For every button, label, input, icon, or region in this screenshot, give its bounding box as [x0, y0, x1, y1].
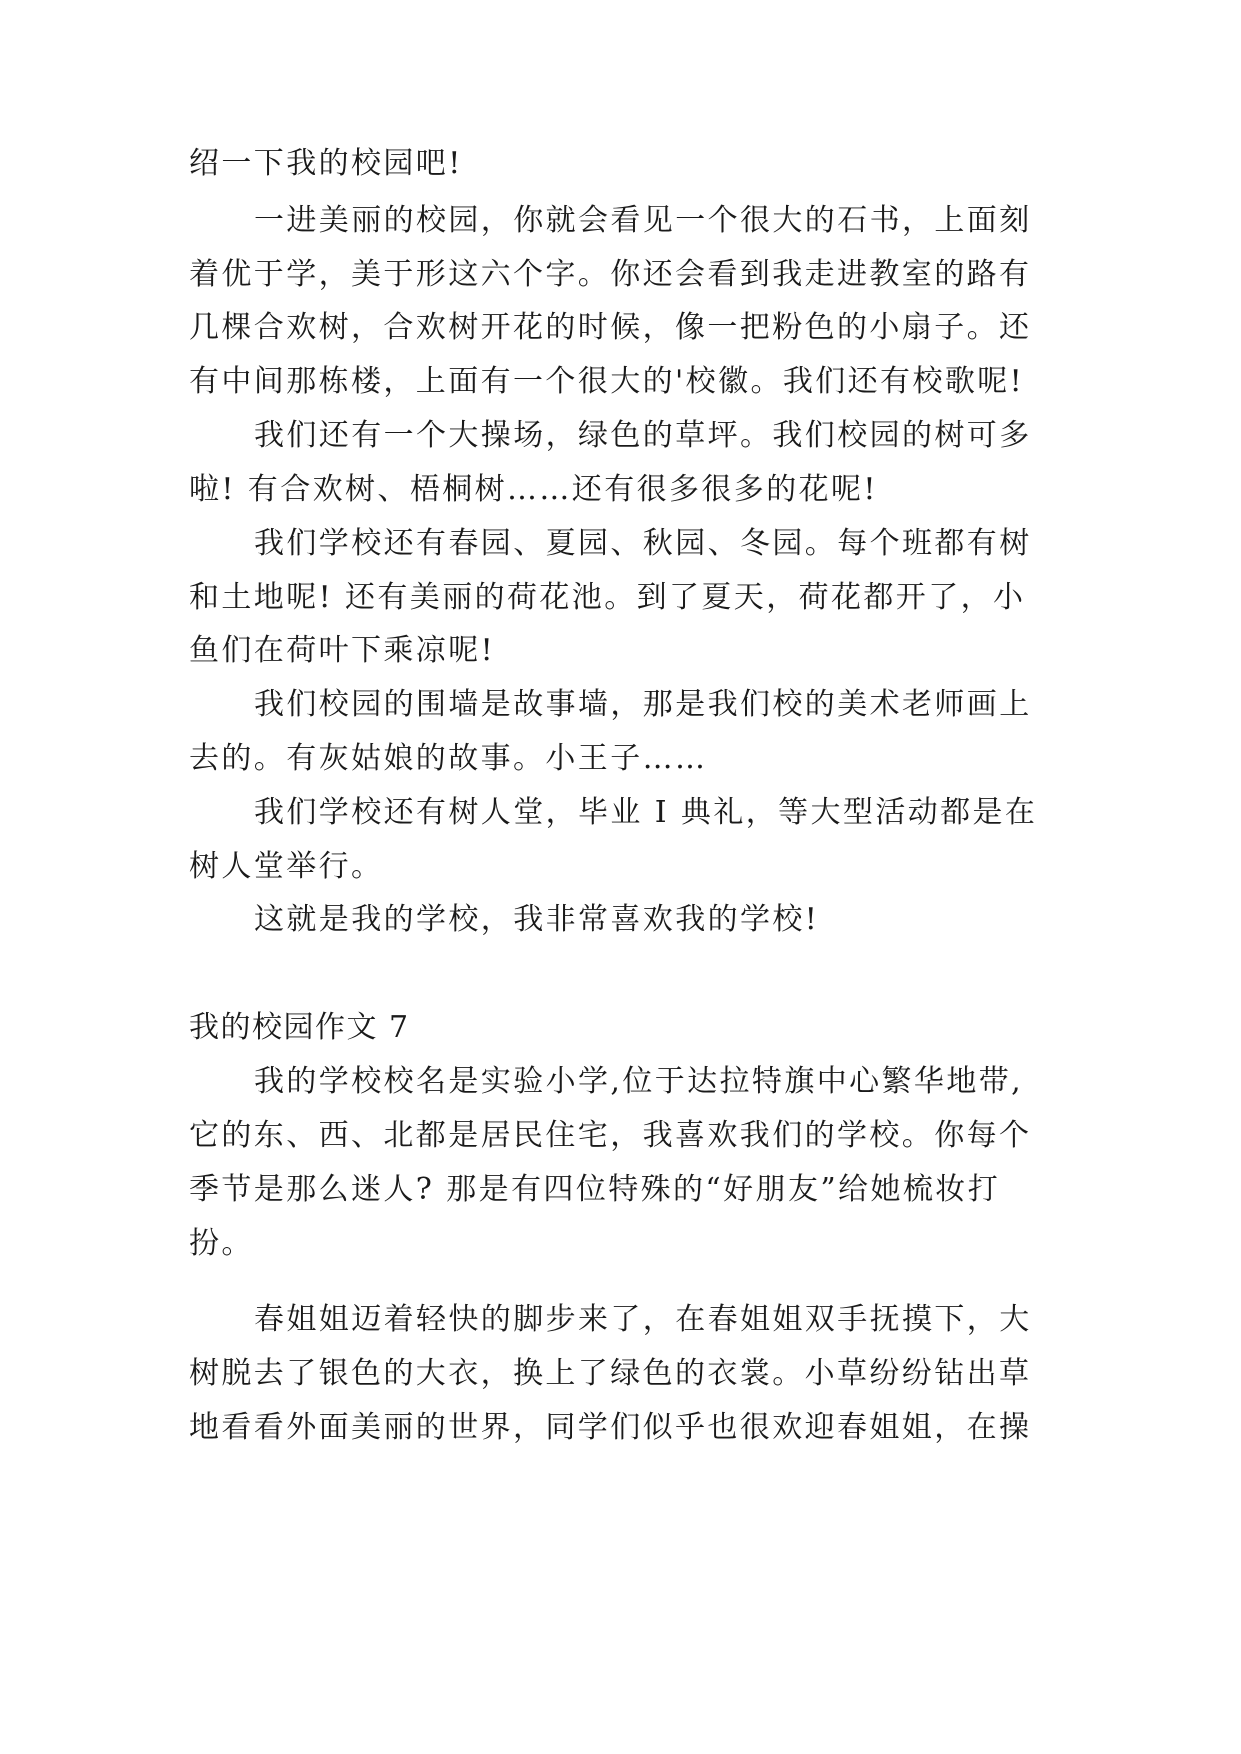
text-line: 扮。: [189, 1226, 254, 1261]
paragraph-start: 这就是我的学校，我非常喜欢我的学校!: [254, 902, 820, 937]
text-line: 去的。有灰姑娘的故事。小王子……: [189, 741, 708, 776]
text-line: 和土地呢! 还有美丽的荷花池。到了夏天，荷花都开了，小: [189, 580, 1026, 615]
text-line: 它的东、西、北都是居民住宅，我喜欢我们的学校。你每个: [189, 1118, 1032, 1153]
text-line: 有中间那栋楼，上面有一个很大的'校徽。我们还有校歌呢!: [189, 364, 1025, 399]
text-line: 季节是那么迷人? 那是有四位特殊的“好朋友”给她梳妆打: [189, 1172, 1001, 1207]
paragraph-start: 我们还有一个大操场，绿色的草坪。我们校园的树可多: [254, 418, 1032, 453]
paragraph-start: 一进美丽的校园，你就会看见一个很大的石书，上面刻: [254, 203, 1032, 238]
text-line: 绍一下我的校园吧!: [189, 146, 463, 181]
section-heading: 我的校园作文 7: [189, 1010, 410, 1045]
paragraph-start: 我的学校校名是实验小学,位于达拉特旗中心繁华地带,: [254, 1064, 1024, 1099]
paragraph-start: 春姐姐迈着轻快的脚步来了，在春姐姐双手抚摸下，大: [254, 1302, 1032, 1337]
text-line: 地看看外面美丽的世界，同学们似乎也很欢迎春姐姐，在操: [189, 1410, 1032, 1445]
text-line: 啦! 有合欢树、梧桐树……还有很多很多的花呢!: [189, 472, 878, 507]
text-line: 几棵合欢树，合欢树开花的时候，像一把粉色的小扇子。还: [189, 310, 1032, 345]
paragraph-start: 我们校园的围墙是故事墙，那是我们校的美术老师画上: [254, 687, 1032, 722]
text-line: 鱼们在荷叶下乘凉呢!: [189, 633, 496, 668]
text-line: 树脱去了银色的大衣，换上了绿色的衣裳。小草纷纷钻出草: [189, 1356, 1032, 1391]
paragraph-start: 我们学校还有树人堂，毕业 I 典礼，等大型活动都是在: [254, 795, 1038, 830]
text-line: 着优于学，美于形这六个字。你还会看到我走进教室的路有: [189, 257, 1032, 292]
text-line: 树人堂举行。: [189, 849, 384, 884]
paragraph-start: 我们学校还有春园、夏园、秋园、冬园。每个班都有树: [254, 526, 1032, 561]
